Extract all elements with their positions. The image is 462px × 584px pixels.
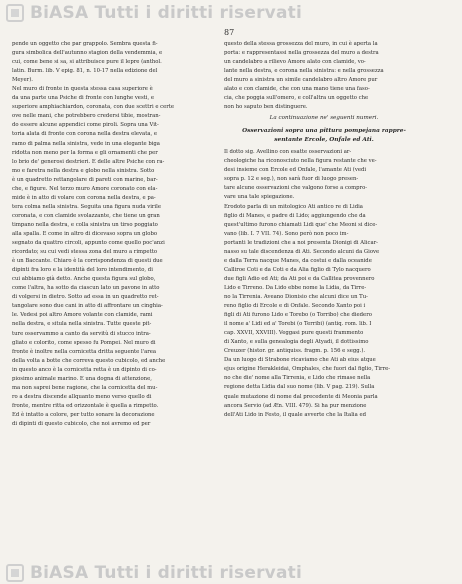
article-heading: Osservazioni sopra una pittura pompejana rappre- sentante Ercole, Onfale ed Ati. (242, 128, 406, 143)
text-line: Il dotto sig. Avellino con esatte osservazioni ar- (224, 149, 352, 156)
library-logo-icon (6, 564, 24, 582)
text-line: ramo di palma nella sinistra, vede in una elegante biga (12, 140, 160, 147)
text-line: vare una tale spiegazione. (224, 194, 295, 201)
text-line: Meyer). (12, 77, 33, 84)
text-line: cia, che poggia sull'omero, e coll'altra un oggetto che (224, 95, 369, 102)
text-line: pende un oggetto che par grappolo. Sembra questa fi- (12, 41, 158, 47)
text-line: che, e figure. Nel terzo muro Amore coronato con ela- (12, 185, 158, 192)
text-line: tare alcune osservazioni che valgono forse a compro- (224, 185, 368, 192)
text-line: no la Tirrenia. Aveano Dionisio che alcuni dice un Tu- (224, 293, 368, 300)
text-line: superiore amphiachiardon, coronata, con due scettri e certe (12, 104, 175, 111)
text-line: in questo anco è la cornicetta retta è un dipinto di co- (12, 366, 157, 373)
text-line: quest'ultimo furono chiamati Lidi que' che Meoni si dice- (224, 221, 378, 228)
text-line: tera colma nella sinistra. Seguita una figura nuda virile (12, 203, 161, 210)
text-line: piosimo animale marino. E una dogna di attenzione, (12, 375, 152, 382)
text-line: do essere alcune appendici come piroli. Sopra una Vit- (12, 122, 159, 129)
text-line: mo e faretra nella destra e globo nella sinistra. Sotto (12, 167, 155, 174)
text-line: ridotta non meno per la forma e gli ornamenti che per (12, 149, 158, 156)
text-line: ricordato; su cui vedi stessa zona del muro a rimpetto (12, 249, 158, 256)
text-line: le. Vedesi poi altro Amore volante con clamide, rami (12, 312, 153, 319)
text-line: nasso su tale discendenza di Ati. Secondo alcuni da Giove (224, 248, 380, 255)
text-line: desi insieme con Ercole ed Onfale, l'amante Ati (vedi (224, 167, 367, 174)
text-line: Lido e Tirreno. Da Lido ebbe nome la Lidia, da Tirre- (224, 284, 367, 291)
text-line: e dalla Terra nacque Manes, da costui e dalla oceanide (224, 257, 372, 264)
text-line: quale mutazione di nome dal precedente di Meonia parla (224, 393, 378, 400)
text-line: vano (lib. I. 7 VII. 74). Sono però non poco im- (224, 230, 349, 237)
text-line: cui abbiamo già detto. Anche questa figura sul globo, (12, 276, 156, 283)
text-line: coronata, e con clamide svolazzante, che tiene un gran (12, 212, 160, 219)
text-line: Calliroe Coti e da Coti e da Alia figlio di Tylo nacquero (224, 266, 371, 273)
text-line: ancora Servio (ad Æn. VIII. 479). Si ha pur menzione (224, 402, 367, 409)
text-line: dipinti fra loro e la identità del loro intendimento, di (12, 267, 153, 274)
text-line: Nel muro di fronte in questa stessa casa superiore è (12, 86, 153, 93)
text-line: il nome a' Lidi ed a' Torebi (o Terribi) (antiq. rom. lib. I (224, 321, 372, 328)
text-line: segnato da quattro circoli, appunto come quello poc'anzi (12, 240, 165, 247)
text-line: latin. Burm. lib. V epig. 81, n. 10-17 nella edizione del (12, 68, 158, 75)
text-line: alla spalla. E come in altro di dicevaso sopra un globo (12, 230, 158, 237)
text-line: fronte è inoltre nella cornicetta dritta seguente l'area (12, 348, 157, 355)
text-line: di Xanto, e sulla genealogia degli Atyadi, il dottissimo (224, 339, 369, 346)
text-line: lante nella destra, e corona nella sinistra: e nella grossezza (224, 68, 384, 75)
text-line: ove nelle mani, che potrebbero credersi tibie, mostran- (12, 113, 161, 120)
library-logo-icon (6, 4, 24, 22)
text-line: Erodoto parla di un mitologico Ati antico re di Lidia (224, 203, 363, 210)
text-line: reno figlio di Ercole e di Onfale. Secondo Xanto poi i (224, 303, 366, 310)
text-line: questo della stessa grossezza del muro, in cui è aperta la (224, 41, 378, 47)
watermark-top (0, 2, 462, 24)
text-line: cui, come bene si sa, si attribuisce pure il lepre (anthol. (12, 59, 162, 66)
text-line: cap. XXVII, XXVIII). Veggasi pure questi frammento (224, 330, 364, 337)
text-line: è un quadretto rettangolare di pareti con marine, bar- (12, 176, 158, 183)
text-line: cheologiche ha riconosciuto nella figura restante che ve- (224, 158, 377, 165)
text-line: fronte, mentre ritta ed orizzontale è quella a rimpetto. (12, 402, 159, 409)
text-line: ejus origine Herakleidai, Omphales, che fuori dal figlio, Tirre- (224, 366, 391, 373)
text-line: ro a destra discende allquanto meno verso quello di (12, 393, 152, 400)
text-line: lo brio de' generosi destrieri. E delle altre Psiche con ra- (12, 158, 165, 165)
text-line: mide è in atto di volare con corona nella destra, e pa- (12, 194, 156, 201)
text-line: gura simbolica dell'autunno stagion della vendemmia, e (12, 50, 163, 57)
text-line: di volgersi in dietro. Sotto ad essa in un quadretto ret- (12, 294, 159, 301)
text-line: è un Baccante. Chiaro è la corrispondenza di questi due (12, 258, 163, 265)
text-line: ture osservammo a canto da servitù di stucco intra- (12, 330, 151, 337)
text-line: dell'Ati Lido in Festo, il quale avverte che la Italia ed (224, 411, 366, 418)
text-line: regione detta Lidia dal suo nome (lib. V pag. 219). Sulla (224, 384, 375, 391)
text-line: Da un luogo di Strabone ricaviamo che Ati ab eius atque (224, 357, 376, 364)
section-note: La continuazione ne' seguenti numeri. (269, 115, 379, 122)
left-column (12, 40, 210, 429)
page-number: 87 (224, 28, 235, 37)
text-line: alato e con clamide, che con una mano tiene una faso- (224, 86, 370, 93)
text-line: Ed è intatto a colore, per tutto sonare la decorazione (12, 411, 155, 418)
watermark-text: BiASA Tutti i diritti riservati (30, 3, 302, 23)
text-line: non ho saputo ben distinguere. (224, 104, 308, 111)
text-line: toria alata di fronte con corona nella destra elevata, e (12, 131, 157, 138)
text-line: figli di Ati furono Lido e Torebo (o Torribo) che diedero (224, 312, 372, 319)
text-line: della volta a botte che correva questo cubicolo, ed anche (12, 357, 166, 364)
text-line: del muro a sinistra un simile candelabro altro Amore pur (224, 77, 378, 84)
text-line: no che die' nome alla Tirrenia, e Lido che rimase nella (224, 375, 371, 382)
watermark-bottom (0, 562, 462, 584)
text-line: da una parte una Psiche di fronte con lunghe vesti, e (12, 95, 154, 102)
text-line: di dipinti di questo cubicolo, che noi avremo ed per (12, 420, 151, 427)
text-line: tangolare sono due cani in atto di affrontare un cinghia- (12, 303, 163, 310)
text-line: ma non saprei bene ragione, che la cornicetta del mu- (12, 384, 158, 391)
text-line: Creuzer (histor. gr. antiquiss. fragm. p. 156 e segg.). (224, 348, 366, 355)
text-line: sopra p. 12 e seg.), non sarà fuor di luogo presen- (224, 176, 359, 183)
text-line: nella destra, e situla nella sinistra. Tutte queste pit- (12, 321, 152, 328)
right-column (224, 40, 424, 420)
text-line: gliato e colorito, come spesso fu Pompei. Nel muro di (12, 339, 156, 346)
text-line: come l'altra, ha sotto da ciascun lato un pavone in atto (12, 285, 160, 292)
text-line: figlio di Manes, e padre di Lido; aggiungendo che da (224, 212, 366, 219)
text-line: porta: e rappresentassi nella grossezza del muro a destra (224, 50, 379, 57)
watermark-text: BiASA Tutti i diritti riservati (30, 563, 302, 583)
text-line: due figli Adio ed Ati; da Ati poi e da Callitea provennero (224, 275, 375, 282)
text-line: timpano nella destra, e colla sinistra un tirso poggiato (12, 221, 158, 228)
text-line: un candelabro a rilievo Amore alato con clamide, vo- (224, 59, 366, 66)
text-line: portanti le tradizioni che a noi presenta Dionigi di Alicar- (224, 239, 378, 246)
